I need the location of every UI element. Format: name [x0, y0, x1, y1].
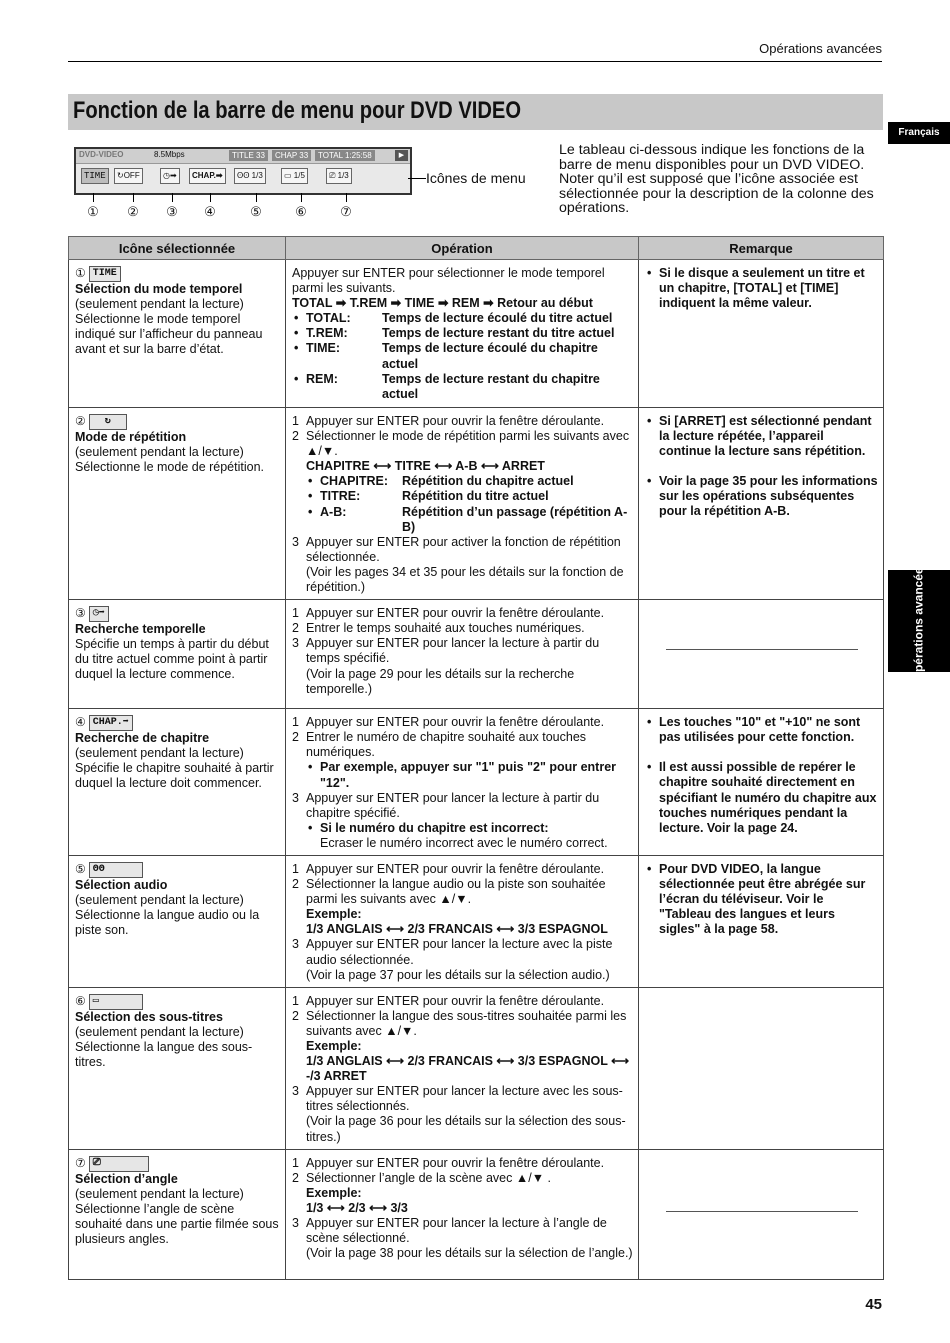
menu-functions-table: [68, 236, 884, 1280]
step-text: Appuyer sur ENTER pour ouvrir la fenêtre déroulante.: [306, 414, 605, 428]
step-text: Appuyer sur ENTER pour lancer la lecture à partir du chapitre spécifié.: [306, 790, 600, 820]
step: [292, 862, 633, 877]
function-desc: Spécifie un temps à partir du début du titre actuel comme point à partir duquel la lecture commence.: [75, 637, 269, 682]
op-item-value: Temps de lecture écoulé du chapitre actuel: [382, 341, 598, 371]
example: 1/3 ANGLAIS ⟷ 2/3 FRANCAIS ⟷ 3/3 ESPAGNOL ⟷ -/3 ARRET: [306, 1054, 630, 1084]
step-number: 1: [292, 993, 299, 1008]
table-row: [69, 260, 884, 408]
op-item-key: • REM:: [306, 371, 338, 386]
bitrate: 8.5Mbps: [154, 150, 185, 159]
icon-cell: [69, 855, 286, 987]
angle-icon: ⎚ 1/3: [326, 168, 352, 184]
audio-icon-label: 1/3: [251, 171, 263, 180]
op-sequence: TOTAL ➡ T.REM ➡ TIME ➡ REM ➡ Retour au début: [292, 296, 593, 311]
op-item-key: • A-B:: [320, 504, 347, 519]
function-name: Recherche temporelle: [75, 622, 206, 637]
example-label: Exemple:: [306, 1185, 362, 1200]
step-text: Appuyer sur ENTER pour ouvrir la fenêtre déroulante.: [306, 715, 605, 730]
example: 1/3 ANGLAIS ⟷ 2/3 FRANCAIS ⟷ 3/3 ESPAGNOL: [306, 922, 608, 937]
row-number: ⑥: [75, 994, 86, 1009]
tick: [346, 193, 347, 202]
callout-number: ①: [87, 204, 99, 219]
callout-number: ⑤: [250, 204, 262, 219]
col-header-icon: Icône sélectionnée: [69, 237, 286, 260]
operation-cell: [286, 1149, 639, 1279]
function-name: Sélection d’angle: [75, 1171, 178, 1186]
tick: [133, 193, 134, 202]
step: [292, 1009, 633, 1084]
remark-cell: [639, 855, 884, 987]
time-icon: TIME: [89, 266, 121, 282]
time-search-icon: ◷➡: [160, 168, 180, 184]
step: [292, 606, 633, 621]
step: [292, 429, 633, 535]
step: [292, 1156, 633, 1171]
op-item: [292, 341, 633, 371]
table-header-row: [69, 237, 884, 260]
total-chip: TOTAL 1:25:58: [315, 150, 375, 161]
step-text: Appuyer sur ENTER pour activer la fonction de répétition sélectionnée.: [306, 534, 621, 564]
function-name: Mode de répétition: [75, 430, 187, 444]
title-bar: [68, 94, 883, 130]
step-text: Entrer le temps souhaité aux touches numériques.: [306, 621, 585, 636]
step-number: 2: [292, 1008, 299, 1023]
function-name: Sélection des sous-titres: [75, 1009, 223, 1024]
function-desc: (seulement pendant la lecture) Sélectionne la langue des sous-titres.: [75, 1024, 253, 1069]
operation-cell: [286, 600, 639, 709]
col-header-operation: Opération: [286, 237, 639, 260]
icon-cell: [69, 600, 286, 709]
function-desc: (seulement pendant la lecture) Spécifie le chapitre souhaité à partir duquel la lecture doit commencer.: [75, 746, 274, 791]
section-tab: [888, 560, 950, 682]
operation-cell: [286, 260, 639, 408]
op-item: [306, 505, 633, 535]
repeat-sequence: CHAPITRE ⟷ TITRE ⟷ A-B ⟷ ARRET: [306, 459, 545, 474]
page-title: Fonction de la barre de menu pour DVD VIDEO: [73, 97, 522, 124]
callout-number: ④: [204, 204, 216, 219]
icon-cell: [69, 408, 286, 600]
step: [292, 1216, 633, 1261]
operation-cell: [286, 709, 639, 856]
step-number: 3: [292, 1084, 299, 1099]
tick: [256, 193, 257, 202]
example-label: Exemple:: [306, 907, 362, 922]
step-number: 1: [292, 606, 299, 621]
step-text: Appuyer sur ENTER pour lancer la lecture à partir du temps spécifié.: [306, 636, 600, 666]
language-tab: Français: [888, 122, 950, 144]
intro-paragraph: Le tableau ci-dessous indique les fonctions de la barre de menu disponibles pour un DVD VIDEO. Noter qu’il est supposé que l’icône associée est sélectionnée pour la description de la colonne des opérations.: [559, 142, 874, 216]
operation-cell: [286, 408, 639, 600]
op-item: [292, 372, 633, 402]
step: [292, 414, 633, 429]
example: 1/3 ⟷ 2/3 ⟷ 3/3: [306, 1200, 408, 1215]
repeat-icon: ↻: [89, 414, 127, 430]
step: [292, 937, 633, 982]
menu-icons-callout: Icônes de menu: [426, 170, 526, 186]
page-number: 45: [865, 1296, 882, 1313]
op-item-key: • T.REM:: [306, 326, 348, 341]
step-text: Appuyer sur ENTER pour ouvrir la fenêtre déroulante.: [306, 606, 605, 621]
icon-cell: [69, 260, 286, 408]
table-row: [69, 600, 884, 709]
step-number: 3: [292, 534, 299, 549]
tick: [301, 193, 302, 202]
step-number: 2: [292, 429, 299, 444]
row-number: ②: [75, 414, 86, 429]
step-note: (Voir la page 37 pour les détails sur la sélection audio.): [306, 967, 610, 982]
remark-cell: [639, 987, 884, 1149]
callout-number: ②: [127, 204, 139, 219]
table-row: [69, 1149, 884, 1279]
step-note: (Voir les pages 34 et 35 pour les détails sur la fonction de répétition.): [306, 564, 624, 595]
step-number: 2: [292, 621, 299, 636]
step: [292, 994, 633, 1009]
step-text: Sélectionner le mode de répétition parmi les suivants avec ▲/▼.: [306, 429, 630, 459]
table-row: [69, 987, 884, 1149]
step-number: 3: [292, 937, 299, 952]
table-row: [69, 855, 884, 987]
audio-icon: ʘʘ 1/3: [234, 168, 266, 184]
title-chip: TITLE 33: [229, 150, 268, 161]
step-bullet: • Si le numéro du chapitre est incorrect:: [306, 821, 633, 836]
remark: • Pour DVD VIDEO, la langue sélectionnée peut être abrégée sur l’écran du téléviseur. Voir le "Tableau des langues et leurs sigles" à la page 58.: [645, 862, 878, 937]
step-number: 2: [292, 1170, 299, 1185]
callout-line: [408, 178, 426, 179]
angle-icon: ⎚: [89, 1156, 149, 1172]
remark: • Si [ARRET] est sélectionné pendant la lecture répétée, l’appareil continue la lecture sans répétition.: [645, 414, 878, 459]
row-number: ④: [75, 715, 86, 730]
op-item: [306, 489, 633, 504]
step-bullet-note: Ecraser le numéro incorrect avec le numéro correct.: [320, 835, 608, 850]
step: [292, 715, 633, 730]
step-number: 1: [292, 715, 299, 730]
operation-cell: [286, 855, 639, 987]
example-label: Exemple:: [306, 1039, 362, 1053]
step-number: 3: [292, 790, 299, 805]
op-item-key: • TOTAL:: [306, 311, 351, 326]
step-number: 1: [292, 414, 299, 428]
table-row: [69, 408, 884, 600]
remark-cell: [639, 600, 884, 709]
play-icon: ▶: [395, 150, 408, 161]
remark-cell: [639, 408, 884, 600]
op-intro: Appuyer sur ENTER pour sélectionner le mode temporel parmi les suivants.: [292, 266, 605, 296]
tick: [172, 193, 173, 202]
audio-icon: ʘʘ: [89, 862, 143, 878]
angle-icon-label: 1/3: [337, 171, 349, 180]
icon-cell: [69, 1149, 286, 1279]
icon-cell: [69, 709, 286, 856]
step-number: 3: [292, 636, 299, 651]
remark: • Voir la page 35 pour les informations sur les opérations subséquentes pour la répétition A-B.: [645, 474, 878, 519]
step-text: Appuyer sur ENTER pour lancer la lecture avec la piste audio sélectionnée.: [306, 937, 613, 967]
step-note: (Voir la page 29 pour les détails sur la recherche temporelle.): [306, 666, 575, 696]
step: [292, 791, 633, 851]
remark-cell: [639, 260, 884, 408]
op-item: [292, 326, 633, 341]
menu-bar-illustration: [74, 147, 412, 195]
function-desc: (seulement pendant la lecture) Sélectionne l’angle de scène souhaité dans une partie filmée sous plusieurs angles.: [75, 1186, 279, 1247]
tick: [93, 193, 94, 202]
remark: • Si le disque a seulement un titre et un chapitre, [TOTAL] et [TIME] indiquent la même valeur.: [645, 266, 878, 311]
empty-dash: [666, 649, 858, 650]
icon-cell: [69, 987, 286, 1149]
op-item-value: Répétition du chapitre actuel: [402, 474, 574, 489]
chapter-search-icon: CHAP.➡: [189, 168, 226, 184]
subtitle-icon: ▭ 1/5: [281, 168, 308, 184]
subtitle-icon: ▭: [89, 994, 143, 1010]
row-number: ⑤: [75, 862, 86, 877]
step-note: (Voir la page 38 pour les détails sur la sélection de l’angle.): [306, 1246, 633, 1261]
op-item-key: • TIME:: [306, 341, 341, 356]
op-item-key: • TITRE:: [320, 489, 361, 504]
callout-number: ③: [166, 204, 178, 219]
row-number: ①: [75, 266, 86, 281]
step: [292, 535, 633, 595]
time-icon: TIME: [81, 168, 109, 184]
function-name: Recherche de chapitre: [75, 731, 210, 746]
chapter-search-icon: CHAP.➡: [89, 715, 133, 731]
step-text: Sélectionner la langue audio ou la piste son souhaitée parmi les suivants avec ▲/▼.: [306, 877, 606, 907]
step-number: 2: [292, 877, 299, 892]
step-text: Sélectionner l’angle de la scène avec ▲/▼ .: [306, 1170, 552, 1185]
callout-number: ⑦: [340, 204, 352, 219]
op-item-value: Temps de lecture écoulé du titre actuel: [382, 311, 613, 326]
chapter-chip: CHAP 33: [272, 150, 311, 161]
op-item-value: Temps de lecture restant du chapitre actuel: [382, 371, 600, 401]
function-name: Sélection audio: [75, 877, 168, 892]
row-number: ③: [75, 606, 86, 621]
function-desc: (seulement pendant la lecture) Sélectionne le mode de répétition.: [75, 445, 265, 475]
function-desc: (seulement pendant la lecture) Sélectionne le mode temporel indiqué sur l’afficheur du panneau avant et sur la barre d’état.: [75, 297, 263, 357]
step-number: 2: [292, 730, 299, 745]
step-text: Appuyer sur ENTER pour ouvrir la fenêtre déroulante.: [306, 1155, 605, 1170]
col-header-remark: Remarque: [639, 237, 884, 260]
repeat-icon: ↻OFF: [114, 168, 143, 184]
step-text: Entrer le numéro de chapitre souhaité aux touches numériques.: [306, 730, 587, 760]
step-note: (Voir la page 36 pour les détails sur la sélection des sous-titres.): [306, 1114, 626, 1144]
remark-cell: [639, 709, 884, 856]
tick: [210, 193, 211, 202]
section-tab-label: Opérations avancées: [911, 560, 926, 682]
dvd-video-logo: DVD-VIDEO: [79, 150, 124, 159]
step-bullet: • Par exemple, appuyer sur "1" puis "2" pour entrer "12".: [306, 760, 633, 790]
function-desc: (seulement pendant la lecture) Sélectionne la langue audio ou la piste son.: [75, 893, 260, 938]
step-number: 1: [292, 1155, 299, 1170]
step: [292, 730, 633, 790]
step-text: Sélectionner la langue des sous-titres souhaitée parmi les suivants avec ▲/▼.: [306, 1008, 627, 1038]
step: [292, 1084, 633, 1144]
remark-cell: [639, 1149, 884, 1279]
step-text: Appuyer sur ENTER pour ouvrir la fenêtre déroulante.: [306, 861, 605, 876]
subtitle-icon-label: 1/5: [293, 171, 305, 180]
step-number: 3: [292, 1216, 299, 1231]
header-rule: [68, 61, 882, 62]
op-item-value: Répétition du titre actuel: [402, 489, 549, 504]
step: [292, 621, 633, 636]
step-text: Appuyer sur ENTER pour lancer la lecture avec les sous-titres sélectionnés.: [306, 1084, 623, 1114]
remark: • Les touches "10" et "+10" ne sont pas utilisées pour cette fonction.: [645, 715, 878, 745]
operation-cell: [286, 987, 639, 1149]
step-text: Appuyer sur ENTER pour lancer la lecture à l’angle de scène sélectionné.: [306, 1216, 607, 1246]
running-header: Opérations avancées: [759, 41, 882, 56]
op-item-value: Répétition d’un passage (répétition A-B): [402, 504, 628, 534]
op-item: [306, 474, 633, 489]
step: [292, 1171, 633, 1216]
op-item: [292, 311, 633, 326]
time-search-icon: ◷➡: [89, 606, 109, 622]
menu-bar-status: [76, 149, 410, 164]
step: [292, 636, 633, 696]
remark: • Il est aussi possible de repérer le chapitre souhaité directement en spécifiant le numéro du chapitre aux touches numériques pendant la lecture. Voir la page 24.: [645, 760, 878, 835]
row-number: ⑦: [75, 1155, 86, 1170]
table-row: [69, 709, 884, 856]
chapter-search-icon-label: CHAP.: [192, 171, 216, 180]
op-item-value: Temps de lecture restant du titre actuel: [382, 326, 615, 341]
empty-dash: [666, 1211, 858, 1212]
op-item-key: • CHAPITRE:: [320, 474, 389, 489]
repeat-icon-label: OFF: [123, 171, 140, 180]
step-number: 1: [292, 861, 299, 876]
function-name: Sélection du mode temporel: [75, 282, 243, 296]
step-text: Appuyer sur ENTER pour ouvrir la fenêtre déroulante.: [306, 993, 605, 1008]
step: [292, 877, 633, 937]
callout-number: ⑥: [295, 204, 307, 219]
